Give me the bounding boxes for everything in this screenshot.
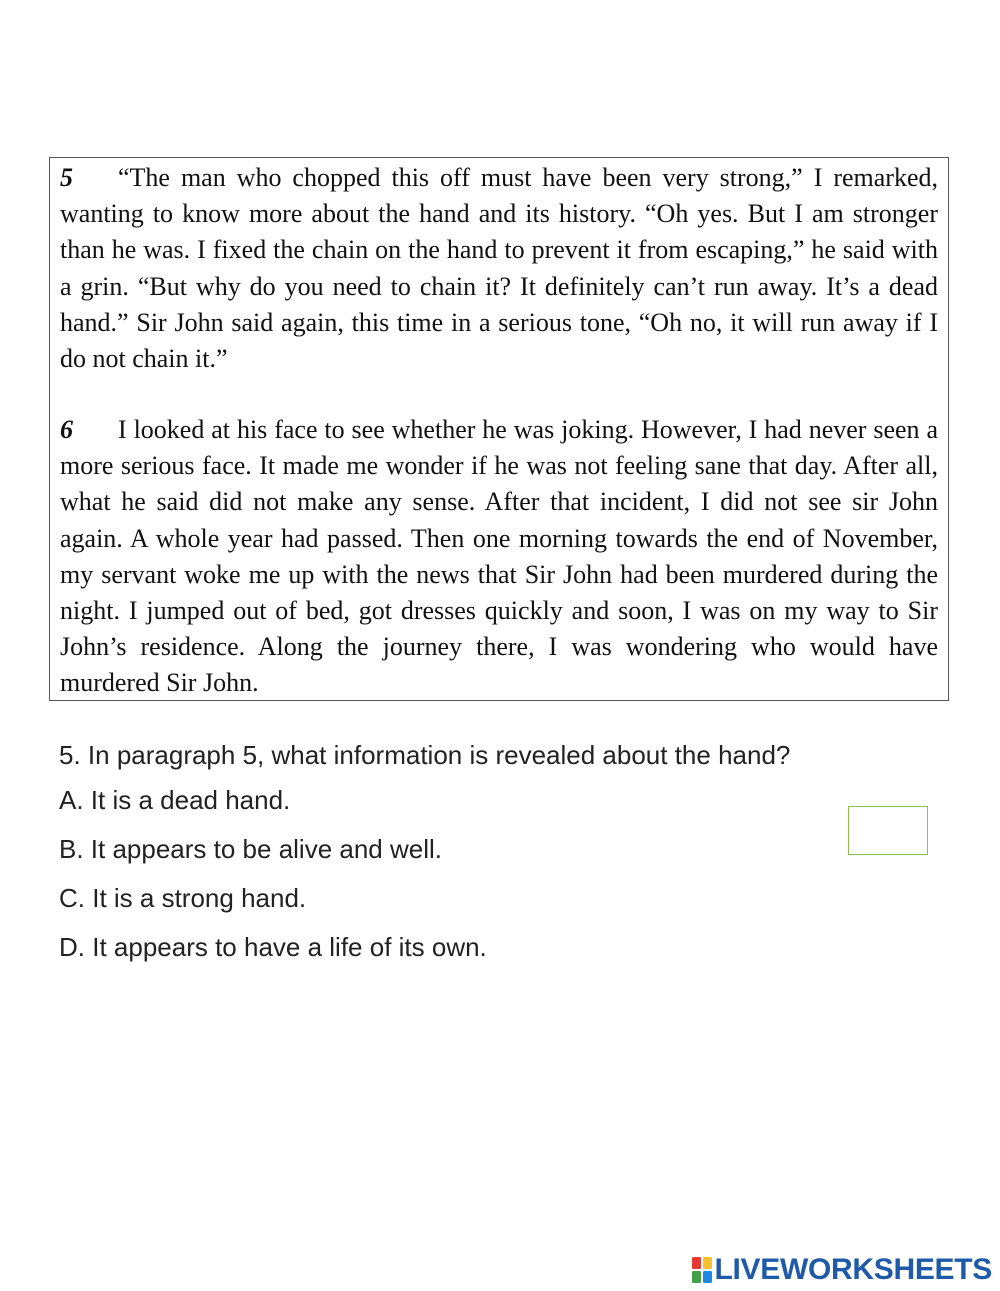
option-a: A. It is a dead hand. — [59, 785, 291, 815]
logo-block-green — [692, 1271, 701, 1283]
paragraph-number: 5 — [60, 163, 73, 192]
paragraph-6 — [60, 412, 938, 702]
logo-block-blue — [703, 1271, 712, 1283]
paragraph-number: 6 — [60, 415, 73, 444]
liveworksheets-brand — [692, 1253, 993, 1287]
paragraph-text: I looked at his face to see whether he was joking. However, I had never seen a more serious face. It made me wonder if he was not feeling sane that day. After all, what he said did not make any sense. After that incident, I did not see sir John again. A whole year had passed. Then one morning towards the end of November, my servant woke me up with the news that Sir John had been murdered during the night. I jumped out of bed, got dresses quickly and soon, I was on my way to Sir John’s residence. Along the journey there, I was wondering who would have murdered Sir John. — [60, 415, 938, 698]
question-text: 5. In paragraph 5, what information is revealed about the hand? — [59, 740, 791, 770]
logo-block-yellow — [703, 1257, 712, 1269]
brand-name: LIVEWORKSHEETS — [714, 1253, 992, 1286]
option-c: C. It is a strong hand. — [59, 883, 307, 913]
reading-passage — [49, 157, 949, 701]
logo-block-red — [692, 1257, 701, 1269]
liveworksheets-logo-icon — [692, 1257, 712, 1283]
paragraph-text: “The man who chopped this off must have been very strong,” I remarked, wanting to know more about the hand and its history. “Oh yes. But I am stronger than he was. I fixed the chain on the hand to prevent it from escaping,” he said with a grin. “But why do you need to chain it? It definitely can’t run away. It’s a dead hand.” Sir John said again, this time in a serious tone, “Oh no, it will run away if I do not chain it.” — [60, 163, 938, 374]
answer-input-box[interactable] — [848, 806, 928, 855]
option-b: B. It appears to be alive and well. — [59, 834, 443, 864]
paragraph-5 — [60, 160, 938, 377]
option-d: D. It appears to have a life of its own. — [59, 932, 487, 962]
question-block — [59, 735, 790, 979]
answer-options — [59, 783, 790, 979]
